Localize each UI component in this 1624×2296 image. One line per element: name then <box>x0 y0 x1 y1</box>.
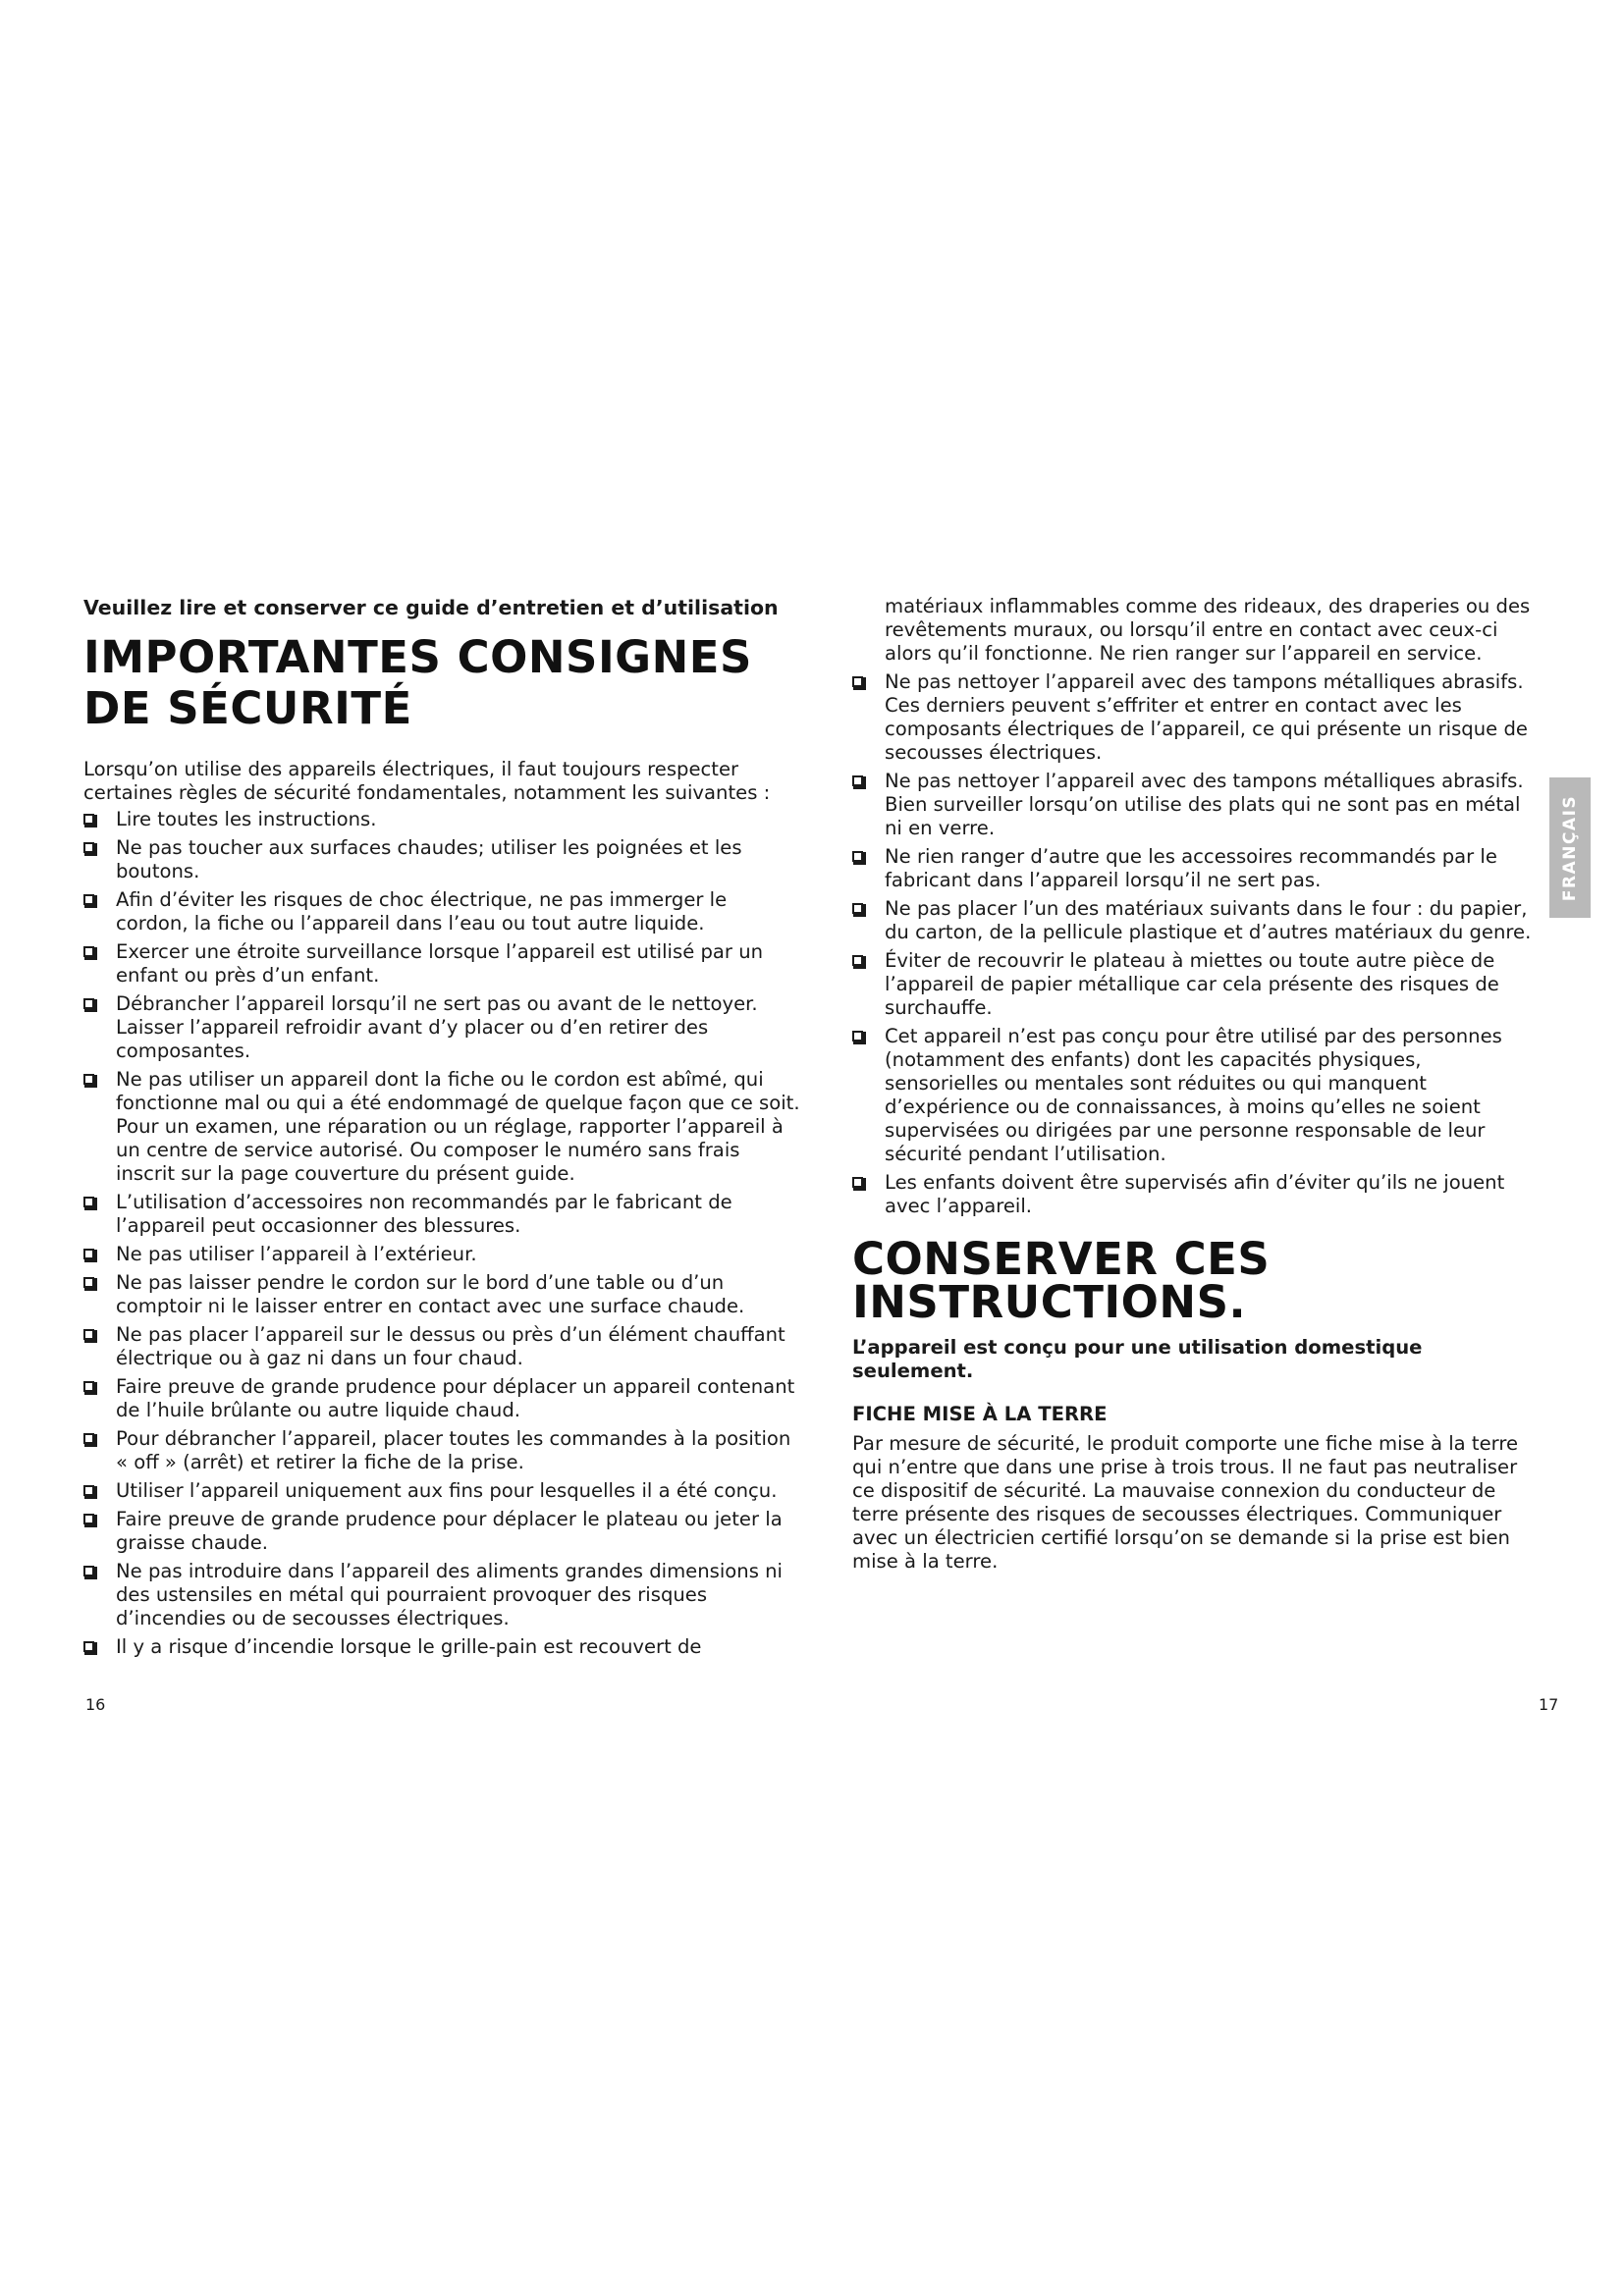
safety-list-left <box>83 808 800 1659</box>
checkbox-icon <box>83 998 94 1009</box>
list-item-text: Ne pas placer l’un des matériaux suivants dans le four : du papier, du carton, de la pellicule plastique et d’autres matériaux du genre. <box>885 897 1532 943</box>
checkbox-icon <box>852 676 863 687</box>
domestic-use-note: L’appareil est conçu pour une utilisation domestique seulement. <box>852 1336 1423 1382</box>
list-item-text: Cet appareil n’est pas conçu pour être utilisé par des personnes (notamment des enfants) dont les capacités physiques, sensorielles ou mentales sont réduites ou qui manquent d’expérience ou de connaissances, à moins qu’elles ne soient supervisées ou dirigées par une personne responsable de leur sécurité pendant l’utilisation. <box>885 1025 1502 1165</box>
list-item <box>83 940 800 988</box>
list-item-text: Débrancher l’appareil lorsqu’il ne sert pas ou avant de le nettoyer. Laisser l’appareil refroidir avant d’y placer ou d’en retirer des composantes. <box>116 992 758 1062</box>
right-page-column <box>852 595 1540 1574</box>
checkbox-icon <box>83 946 94 957</box>
checkbox-icon <box>83 1433 94 1444</box>
list-item <box>852 897 1540 944</box>
checkbox-icon <box>852 1031 863 1041</box>
checkbox-icon <box>83 1485 94 1496</box>
list-item <box>83 1068 800 1186</box>
list-item-text: Faire preuve de grande prudence pour déplacer le plateau ou jeter la graisse chaude. <box>116 1508 783 1554</box>
list-item-text: Ne pas nettoyer l’appareil avec des tampons métalliques abrasifs. Ces derniers peuvent s’effriter et entrer en contact avec les composants électriques de l’appareil, ce qui présente un risque de secousses électriques. <box>885 670 1528 764</box>
list-item-text: Les enfants doivent être supervisés afin d’éviter qu’ils ne jouent avec l’appareil. <box>885 1171 1505 1217</box>
list-item <box>852 845 1540 892</box>
list-item-text: Faire preuve de grande prudence pour déplacer un appareil contenant de l’huile brûlante ou autre liquide chaud. <box>116 1375 795 1421</box>
grounded-plug-text: Par mesure de sécurité, le produit comporte une fiche mise à la terre qui n’entre que dans une prise à trois trous. Il ne faut pas neutraliser ce dispositif de sécurité. La mauvaise connexion du conducteur de terre présente des risques de secousses électriques. Communiquer avec un électricien certifié lorsqu’on se demande si la prise est bien mise à la terre. <box>852 1432 1519 1573</box>
list-item-text: Ne rien ranger d’autre que les accessoires recommandés par le fabricant dans l’appareil lorsqu’il ne sert pas. <box>885 845 1497 891</box>
list-item <box>83 1323 800 1370</box>
checkbox-icon <box>83 1381 94 1392</box>
list-item <box>852 770 1540 840</box>
left-page-column <box>83 595 800 1664</box>
list-item-text: Éviter de recouvrir le plateau à miettes ou toute autre pièce de l’appareil de papier métallique car cela présente des risques de surchauffe. <box>885 949 1499 1019</box>
checkbox-icon <box>83 814 94 825</box>
language-tab <box>1549 777 1591 918</box>
grounded-plug-heading: FICHE MISE À LA TERRE <box>852 1403 1108 1425</box>
list-item-text: Il y a risque d’incendie lorsque le grille-pain est recouvert de <box>116 1635 702 1658</box>
checkbox-icon <box>83 1074 94 1085</box>
page-number-right: 17 <box>1539 1695 1559 1714</box>
checkbox-icon <box>83 1514 94 1524</box>
checkbox-icon <box>852 903 863 914</box>
checkbox-icon <box>83 1197 94 1207</box>
guide-kicker: Veuillez lire et conserver ce guide d’entretien et d’utilisation <box>83 596 779 619</box>
list-item-text: Pour débrancher l’appareil, placer toutes les commandes à la position « off » (arrêt) et retirer la fiche de la prise. <box>116 1427 791 1473</box>
list-item-text: Ne pas placer l’appareil sur le dessus ou près d’un élément chauffant électrique ou à gaz ni dans un four chaud. <box>116 1323 785 1369</box>
list-item-text: Exercer une étroite surveillance lorsque l’appareil est utilisé par un enfant ou près d’un enfant. <box>116 940 764 987</box>
list-item <box>83 1635 800 1659</box>
list-item <box>83 1191 800 1238</box>
checkbox-icon <box>83 1641 94 1652</box>
list-item-text: Ne pas laisser pendre le cordon sur le bord d’une table ou d’un comptoir ni le laisser entrer en contact avec une surface chaude. <box>116 1271 745 1317</box>
list-item <box>83 1243 800 1266</box>
keep-instructions-heading <box>852 1233 1540 1328</box>
list-item <box>83 1560 800 1630</box>
checkbox-icon <box>852 955 863 966</box>
safety-list-right <box>852 670 1540 1218</box>
list-item-text: Ne pas utiliser l’appareil à l’extérieur. <box>116 1243 477 1265</box>
list-item-text: L’utilisation d’accessoires non recommandés par le fabricant de l’appareil peut occasionner des blessures. <box>116 1191 732 1237</box>
list-item <box>852 949 1540 1020</box>
checkbox-icon <box>83 1566 94 1576</box>
list-item <box>83 1508 800 1555</box>
list-item <box>852 1171 1540 1218</box>
continuation-text: matériaux inflammables comme des rideaux, des draperies ou des revêtements muraux, ou lorsqu’il entre en contact avec ceux-ci alors qu’il fonctionne. Ne rien ranger sur l’appareil en service. <box>885 595 1531 665</box>
list-item <box>83 808 800 831</box>
keep-instructions-line1: CONSERVER CES <box>852 1233 1271 1285</box>
language-tab-label: FRANÇAIS <box>1560 794 1581 901</box>
keep-instructions-line2: INSTRUCTIONS. <box>852 1276 1247 1328</box>
list-item-text: Afin d’éviter les risques de choc électrique, ne pas immerger le cordon, la fiche ou l’appareil dans l’eau ou tout autre liquide. <box>116 888 728 934</box>
list-item <box>83 992 800 1063</box>
checkbox-icon <box>83 1277 94 1288</box>
intro-paragraph: Lorsqu’on utilise des appareils électriques, il faut toujours respecter certaines règles de sécurité fondamentales, notamment les suivantes : <box>83 758 771 804</box>
list-item <box>852 670 1540 765</box>
safety-title <box>83 632 800 734</box>
checkbox-icon <box>83 842 94 853</box>
checkbox-icon <box>852 851 863 862</box>
list-item-text: Utiliser l’appareil uniquement aux fins pour lesquelles il a été conçu. <box>116 1479 778 1502</box>
list-item-text: Lire toutes les instructions. <box>116 808 377 830</box>
safety-title-line2: DE SÉCURITÉ <box>83 682 412 734</box>
list-item <box>83 1375 800 1422</box>
list-item <box>83 888 800 935</box>
list-item-text: Ne pas utiliser un appareil dont la fiche ou le cordon est abîmé, qui fonctionne mal ou qui a été endommagé de quelque façon que ce soit. Pour un examen, une réparation ou un réglage, rapporter l’appareil à un centre de service autorisé. Ou composer le numéro sans frais inscrit sur la page couverture du présent guide. <box>116 1068 800 1185</box>
safety-title-line1: IMPORTANTES CONSIGNES <box>83 631 752 683</box>
checkbox-icon <box>83 894 94 905</box>
page-number-left: 16 <box>85 1695 106 1714</box>
checkbox-icon <box>83 1249 94 1259</box>
list-item <box>83 1427 800 1474</box>
list-item-text: Ne pas introduire dans l’appareil des aliments grandes dimensions ni des ustensiles en métal qui pourraient provoquer des risques d’incendies ou de secousses électriques. <box>116 1560 783 1629</box>
list-item <box>83 1479 800 1503</box>
checkbox-icon <box>83 1329 94 1340</box>
list-item-text: Ne pas nettoyer l’appareil avec des tampons métalliques abrasifs. Bien surveiller lorsqu’on utilise des plats qui ne sont pas en métal ni en verre. <box>885 770 1524 839</box>
list-item <box>83 836 800 883</box>
list-item-text: Ne pas toucher aux surfaces chaudes; utiliser les poignées et les boutons. <box>116 836 742 882</box>
list-item <box>83 1271 800 1318</box>
list-item <box>852 1025 1540 1166</box>
checkbox-icon <box>852 1177 863 1188</box>
checkbox-icon <box>852 775 863 786</box>
